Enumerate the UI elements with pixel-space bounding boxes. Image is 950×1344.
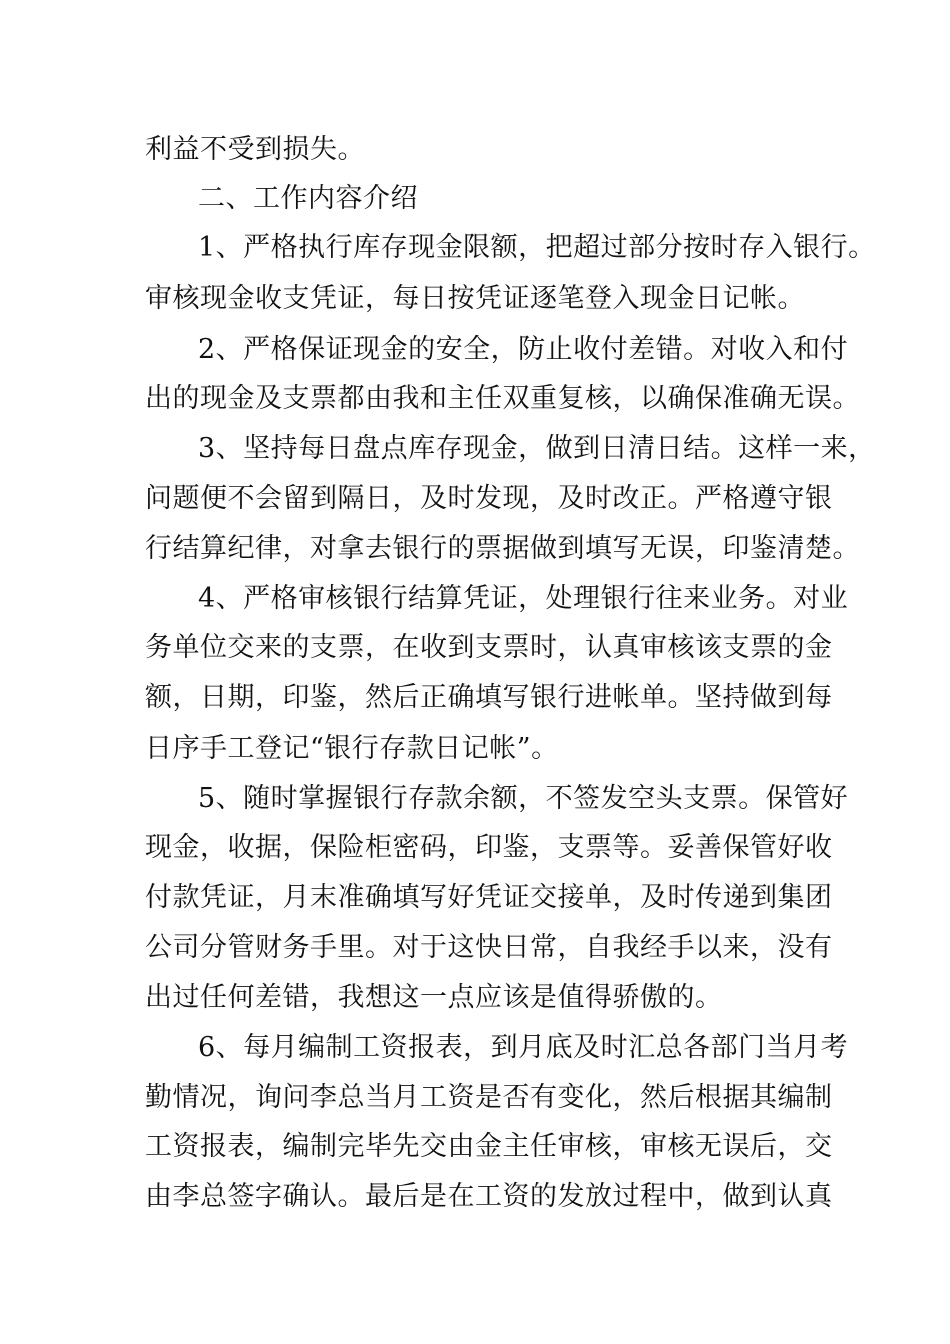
paragraph-6-line-1: 6、每月编制工资报表，到月底及时汇总各部门当月考 [198,1032,849,1063]
paragraph-2-line-1: 2、严格保证现金的安全，防止收付差错。对收入和付 [198,334,849,365]
paragraph-4-line-3: 额，日期，印鉴，然后正确填写银行进帐单。坚持做到每 [145,682,833,713]
section-heading: 二、工作内容介绍 [198,183,418,214]
paragraph-3-line-2: 问题便不会留到隔日，及时发现，及时改正。严格遵守银 [145,483,833,514]
paragraph-6-line-4: 由李总签字确认。最后是在工资的发放过程中，做到认真 [145,1181,833,1212]
paragraph-1-line-1: 1、严格执行库存现金限额，把超过部分按时存入银行。 [198,232,876,263]
paragraph-4-line-1: 4、严格审核银行结算凭证，处理银行往来业务。对业 [198,583,849,614]
paragraph-1-line-2: 审核现金收支凭证，每日按凭证逐笔登入现金日记帐。 [145,283,805,314]
paragraph-6-line-2: 勤情况，询问李总当月工资是否有变化，然后根据其编制 [145,1082,833,1113]
paragraph-6-line-3: 工资报表，编制完毕先交由金主任审核，审核无误后，交 [145,1131,833,1162]
paragraph-5-line-5: 出过任何差错，我想这一点应该是值得骄傲的。 [145,982,723,1013]
paragraph-5-line-4: 公司分管财务手里。对于这快日常，自我经手以来，没有 [145,932,833,963]
paragraph-3-line-3: 行结算纪律，对拿去银行的票据做到填写无误，印鉴清楚。 [145,533,860,564]
paragraph-2-line-2: 出的现金及支票都由我和主任双重复核，以确保准确无误。 [145,383,860,414]
paragraph-4-line-2: 务单位交来的支票，在收到支票时，认真审核该支票的金 [145,632,833,663]
text-line: 利益不受到损失。 [145,134,365,165]
paragraph-3-line-1: 3、坚持每日盘点库存现金，做到日清日结。这样一来， [198,433,876,464]
paragraph-5-line-1: 5、随时掌握银行存款余额，不签发空头支票。保管好 [198,783,849,814]
paragraph-5-line-2: 现金，收据，保险柜密码，印鉴，支票等。妥善保管好收 [145,832,833,863]
paragraph-4-line-4: 日序手工登记“银行存款日记帐”。 [145,733,559,764]
paragraph-5-line-3: 付款凭证，月末准确填写好凭证交接单，及时传递到集团 [145,882,833,913]
